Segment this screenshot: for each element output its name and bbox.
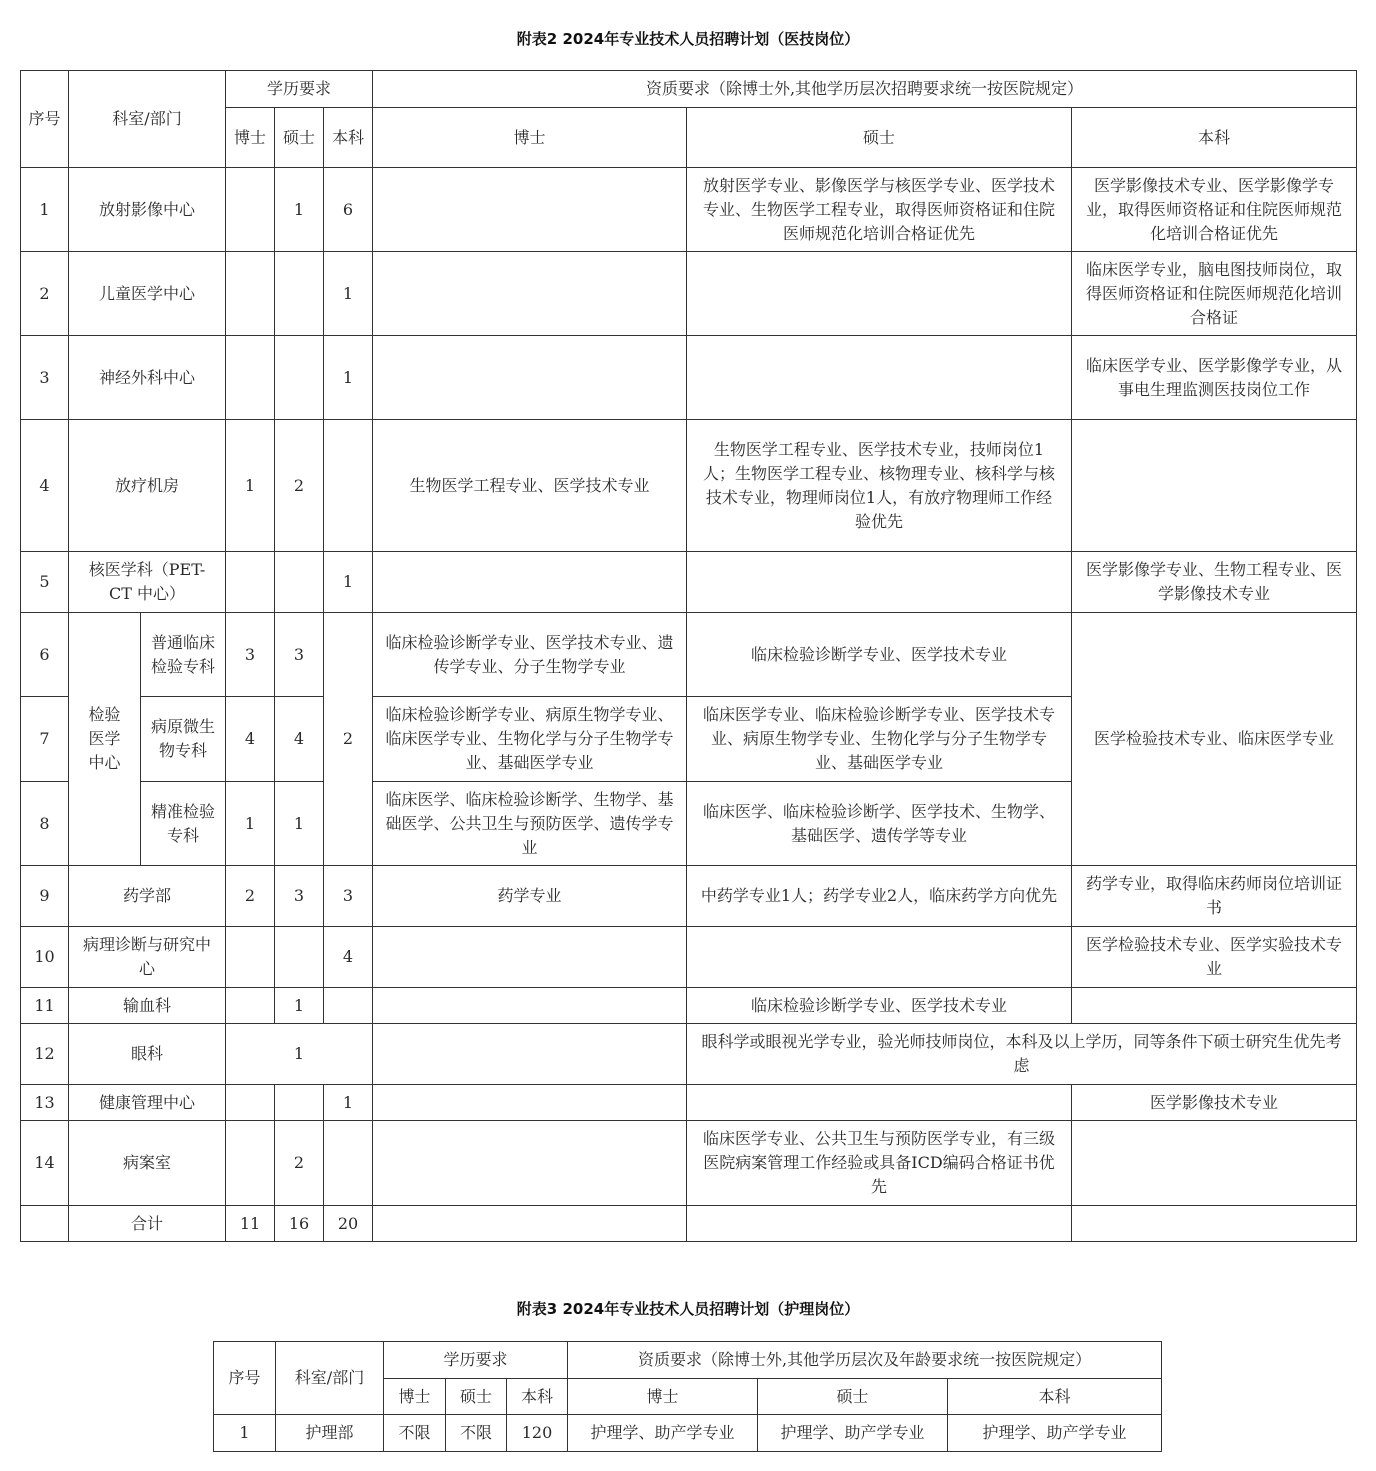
row-bachelor-qual: 临床医学专业，脑电图技师岗位，取得医师资格证和住院医师规范化培训合格证: [1072, 252, 1357, 336]
row-seq: 10: [21, 927, 69, 988]
row-master-qual: 放射医学专业、影像医学与核医学专业、医学技术专业、生物医学工程专业，取得医师资格证和住院医师规范化培训合格证优先: [687, 168, 1072, 252]
row-seq: 5: [21, 552, 69, 613]
total-master-count: 16: [275, 1206, 324, 1242]
row-master-qual: [687, 252, 1072, 336]
header-bachelor-qual: 本科: [1072, 108, 1357, 168]
row-bachelor-count: [324, 1121, 373, 1206]
row-subdept: 普通临床检验专科: [141, 613, 226, 697]
table-row: [21, 988, 1357, 1024]
row-seq: 13: [21, 1085, 69, 1121]
row-seq: 9: [21, 866, 69, 927]
table-row: [21, 613, 1357, 697]
row-seq: 6: [21, 613, 69, 697]
row-master-qual: 生物医学工程专业、医学技术专业，技师岗位1人；生物医学工程专业、核物理专业、核科学与核技术专业，物理师岗位1人，有放疗物理师工作经验优先: [687, 420, 1072, 552]
header-master-count: 硕士: [275, 108, 324, 168]
row-phd-count: 4: [226, 697, 275, 782]
row-bachelor-qual: 药学专业，取得临床药师岗位培训证书: [1072, 866, 1357, 927]
row-master-count: 2: [275, 1121, 324, 1206]
table2-title: 附表3 2024年专业技术人员招聘计划（护理岗位）: [516, 1300, 860, 1318]
table-row: [21, 420, 1357, 552]
total-phd-count: 11: [226, 1206, 275, 1242]
row-seq: 12: [21, 1024, 69, 1085]
row-phd-count: [226, 1121, 275, 1206]
row-bachelor-count: 3: [324, 866, 373, 927]
row-bachelor-count: 1: [324, 336, 373, 420]
row-master-qual: 临床检验诊断学专业、医学技术专业: [687, 613, 1072, 697]
row-master-qual: 临床检验诊断学专业、医学技术专业: [687, 988, 1072, 1024]
row-phd-qual: 临床检验诊断学专业、医学技术专业、遗传学专业、分子生物学专业: [373, 613, 687, 697]
t2-header-seq: 序号: [214, 1342, 276, 1415]
row-phd-count: [226, 1085, 275, 1121]
row-phd-qual: [373, 168, 687, 252]
t2-row-seq: 1: [214, 1415, 276, 1452]
row-merged-qual: 眼科学或眼视光学专业，验光师技师岗位，本科及以上学历，同等条件下硕士研究生优先考虑: [687, 1024, 1357, 1085]
row-master-qual: [687, 552, 1072, 613]
t2-header-dept: 科室/部门: [276, 1342, 384, 1415]
table-row: [21, 927, 1357, 988]
total-row: [21, 1206, 1357, 1242]
row-phd-count: [226, 252, 275, 336]
row-bachelor-count: [324, 988, 373, 1024]
row-master-count: [275, 336, 324, 420]
t2-header-bachelor-count: 本科: [507, 1379, 568, 1415]
row-master-count: 3: [275, 866, 324, 927]
header-phd-count: 博士: [226, 108, 275, 168]
row-master-qual: 临床医学专业、临床检验诊断学专业、医学技术专业、病原生物学专业、生物化学与分子生物学专业、基础医学专业: [687, 697, 1072, 782]
row-dept: 放疗机房: [69, 420, 226, 552]
row-seq: 1: [21, 168, 69, 252]
row-master-count: 4: [275, 697, 324, 782]
row-master-qual: [687, 927, 1072, 988]
row-dept: 输血科: [69, 988, 226, 1024]
row-dept: 健康管理中心: [69, 1085, 226, 1121]
row-master-count: 2: [275, 420, 324, 552]
row-dept: 核医学科（PET-CT 中心）: [69, 552, 226, 613]
row-phd-qual: 药学专业: [373, 866, 687, 927]
row-seq: 7: [21, 697, 69, 782]
row-master-qual: [687, 336, 1072, 420]
row-phd-qual: [373, 1024, 687, 1085]
row-phd-count: [226, 552, 275, 613]
header-seq: 序号: [21, 71, 69, 168]
t2-row-phd-qual: 护理学、助产学专业: [568, 1415, 758, 1452]
row-bachelor-qual: [1072, 988, 1357, 1024]
row-phd-count: [226, 336, 275, 420]
row-subdept: 病原微生物专科: [141, 697, 226, 782]
lab-group-bachelor-count: 2: [324, 613, 373, 866]
header-master-qual: 硕士: [687, 108, 1072, 168]
row-bachelor-qual: 临床医学专业、医学影像学专业，从事电生理监测医技岗位工作: [1072, 336, 1357, 420]
row-phd-count: 1: [226, 420, 275, 552]
t2-row-master-qual: 护理学、助产学专业: [758, 1415, 948, 1452]
row-bachelor-qual: 医学检验技术专业、医学实验技术专业: [1072, 927, 1357, 988]
row-master-count: 1: [275, 988, 324, 1024]
row-master-qual: 中药学专业1人；药学专业2人，临床药学方向优先: [687, 866, 1072, 927]
row-bachelor-count: 1: [324, 1085, 373, 1121]
t2-row-dept: 护理部: [276, 1415, 384, 1452]
t2-row-bachelor-count: 120: [507, 1415, 568, 1452]
row-bachelor-count: 6: [324, 168, 373, 252]
row-phd-qual: 临床医学、临床检验诊断学、生物学、基础医学、公共卫生与预防医学、遗传学专业: [373, 782, 687, 866]
row-master-count: [275, 252, 324, 336]
row-dept: 眼科: [69, 1024, 226, 1085]
row-bachelor-qual: 医学影像技术专业、医学影像学专业，取得医师资格证和住院医师规范化培训合格证优先: [1072, 168, 1357, 252]
row-seq: 2: [21, 252, 69, 336]
nursing-recruitment-table: [213, 1341, 1162, 1452]
row-seq: 11: [21, 988, 69, 1024]
row-bachelor-qual: [1072, 1121, 1357, 1206]
row-phd-count: 3: [226, 613, 275, 697]
table-row: [21, 252, 1357, 336]
total-bachelor-count: 20: [324, 1206, 373, 1242]
row-bachelor-count: 1: [324, 252, 373, 336]
row-bachelor-count: 4: [324, 927, 373, 988]
table-row: [21, 1024, 1357, 1085]
total-seq: [21, 1206, 69, 1242]
row-bachelor-count: [324, 420, 373, 552]
table-row: [21, 552, 1357, 613]
table-row: [21, 168, 1357, 252]
row-bachelor-qual: [1072, 420, 1357, 552]
header-bachelor-count: 本科: [324, 108, 373, 168]
total-bachelor-qual: [1072, 1206, 1357, 1242]
row-phd-qual: [373, 252, 687, 336]
row-phd-qual: 生物医学工程专业、医学技术专业: [373, 420, 687, 552]
row-phd-qual: [373, 336, 687, 420]
t2-header-master-count: 硕士: [446, 1379, 507, 1415]
table-row: [21, 1121, 1357, 1206]
row-seq: 14: [21, 1121, 69, 1206]
header-dept: 科室/部门: [69, 71, 226, 168]
medical-tech-recruitment-table: [20, 70, 1357, 1242]
row-seq: 8: [21, 782, 69, 866]
table1-title: 附表2 2024年专业技术人员招聘计划（医技岗位）: [516, 30, 860, 48]
row-master-count: 3: [275, 613, 324, 697]
t2-header-edu: 学历要求: [384, 1342, 568, 1379]
row-seq: 4: [21, 420, 69, 552]
row-phd-qual: [373, 988, 687, 1024]
row-phd-count: [226, 988, 275, 1024]
row-seq: 3: [21, 336, 69, 420]
row-phd-count: [226, 168, 275, 252]
row-master-count: [275, 552, 324, 613]
row-dept: 药学部: [69, 866, 226, 927]
row-bachelor-count: 1: [324, 552, 373, 613]
row-phd-count: 1: [226, 782, 275, 866]
row-master-qual: 临床医学、临床检验诊断学、医学技术、生物学、基础医学、遗传学等专业: [687, 782, 1072, 866]
row-phd-qual: [373, 927, 687, 988]
row-master-count: [275, 1085, 324, 1121]
row-bachelor-qual: 医学影像技术专业: [1072, 1085, 1357, 1121]
row-dept: 病理诊断与研究中心: [69, 927, 226, 988]
total-label: 合计: [69, 1206, 226, 1242]
table-row: [21, 336, 1357, 420]
row-bachelor-qual: 医学影像学专业、生物工程专业、医学影像技术专业: [1072, 552, 1357, 613]
row-merged-count: 1: [226, 1024, 373, 1085]
t2-header-bachelor-qual: 本科: [948, 1379, 1162, 1415]
t2-header-qual: 资质要求（除博士外,其他学历层次及年龄要求统一按医院规定）: [568, 1342, 1162, 1379]
row-phd-qual: [373, 1121, 687, 1206]
t2-header-phd-count: 博士: [384, 1379, 446, 1415]
t2-header-phd-qual: 博士: [568, 1379, 758, 1415]
row-master-qual: 临床医学专业、公共卫生与预防医学专业，有三级医院病案管理工作经验或具备ICD编码合格证书优先: [687, 1121, 1072, 1206]
row-dept: 儿童医学中心: [69, 252, 226, 336]
row-phd-count: 2: [226, 866, 275, 927]
table-row: [21, 1085, 1357, 1121]
row-master-count: 1: [275, 782, 324, 866]
row-subdept: 精准检验专科: [141, 782, 226, 866]
row-phd-qual: 临床检验诊断学专业、病原生物学专业、临床医学专业、生物化学与分子生物学专业、基础医学专业: [373, 697, 687, 782]
lab-group-dept: 检验医学中心: [69, 613, 141, 866]
t2-row-master-count: 不限: [446, 1415, 507, 1452]
row-dept: 病案室: [69, 1121, 226, 1206]
row-phd-qual: [373, 1085, 687, 1121]
row-master-qual: [687, 1085, 1072, 1121]
row-dept: 放射影像中心: [69, 168, 226, 252]
t2-row-phd-count: 不限: [384, 1415, 446, 1452]
row-master-count: [275, 927, 324, 988]
header-phd-qual: 博士: [373, 108, 687, 168]
t2-row-bachelor-qual: 护理学、助产学专业: [948, 1415, 1162, 1452]
total-master-qual: [687, 1206, 1072, 1242]
row-phd-count: [226, 927, 275, 988]
header-edu: 学历要求: [226, 71, 373, 108]
row-master-count: 1: [275, 168, 324, 252]
row-phd-qual: [373, 552, 687, 613]
table-row: [21, 866, 1357, 927]
header-qual: 资质要求（除博士外,其他学历层次招聘要求统一按医院规定）: [373, 71, 1357, 108]
table-row: [214, 1415, 1162, 1452]
t2-header-master-qual: 硕士: [758, 1379, 948, 1415]
lab-group-bachelor-qual: 医学检验技术专业、临床医学专业: [1072, 613, 1357, 866]
row-dept: 神经外科中心: [69, 336, 226, 420]
total-phd-qual: [373, 1206, 687, 1242]
